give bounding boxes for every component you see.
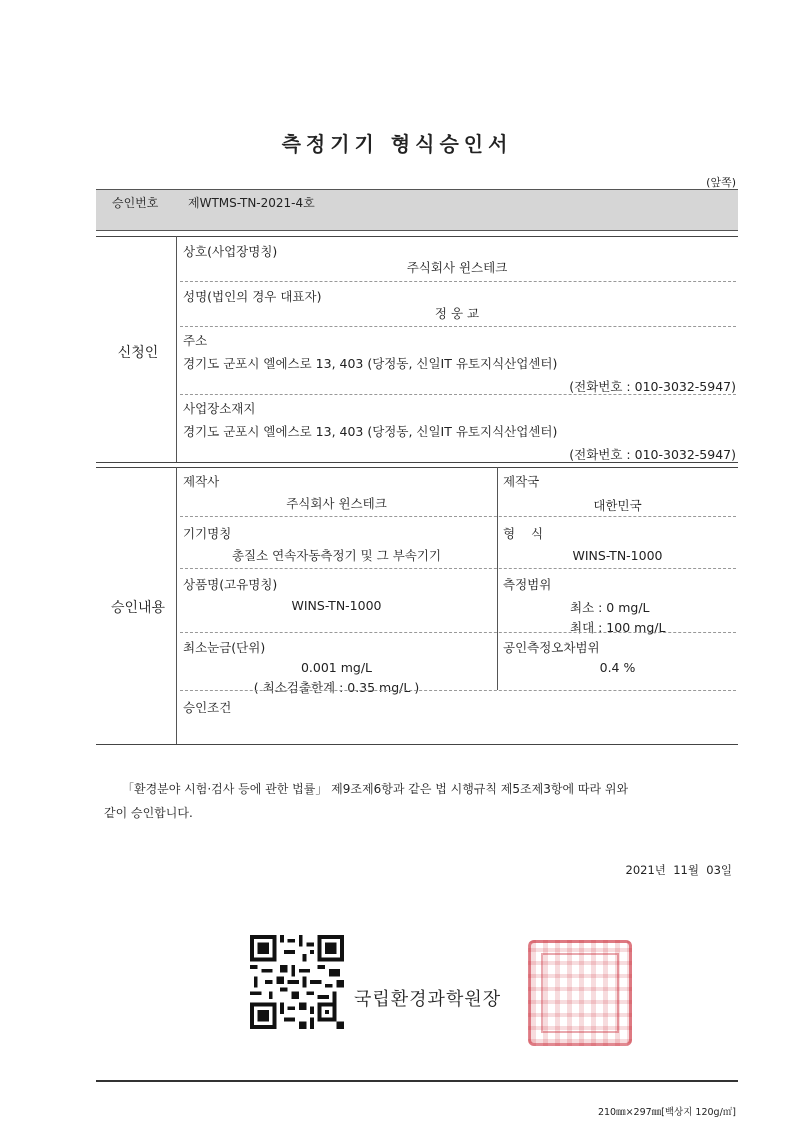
approval-condition-label: 승인조건 <box>183 700 232 715</box>
model-label: 형 식 <box>503 526 544 541</box>
business-site-phone: (전화번호 : 010-3032-5947) <box>569 447 736 462</box>
country-label: 제작국 <box>503 474 540 489</box>
row-separator <box>180 516 736 517</box>
representative-label: 성명(법인의 경우 대표자) <box>183 289 322 304</box>
maker-value: 주식회사 윈스테크 <box>286 496 387 511</box>
error-range-value: 0.4 % <box>599 660 636 675</box>
approval-section-label: 승인내용 <box>110 600 166 616</box>
statement-line-2: 같이 승인합니다. <box>104 806 193 820</box>
device-name-label: 기기명칭 <box>183 526 232 541</box>
measurement-range-label: 측정범위 <box>503 577 552 592</box>
row-separator <box>180 632 736 633</box>
measurement-range-max: 최대 : 100 mg/L <box>570 620 666 635</box>
company-name-value: 주식회사 윈스테크 <box>406 260 508 275</box>
row-separator <box>180 690 736 691</box>
address-phone: (전화번호 : 010-3032-5947) <box>569 379 736 394</box>
maker-label: 제작사 <box>183 474 220 489</box>
page-side-label: (앞쪽) <box>706 176 736 189</box>
footer-rule <box>96 1080 738 1082</box>
detection-limit-value: ( 최소검출한계 : 0.35 mg/L ) <box>253 680 420 695</box>
error-range-label: 공인측정오차범위 <box>503 640 600 655</box>
applicant-bottom-border <box>96 462 738 463</box>
row-separator <box>180 281 736 282</box>
row-separator <box>180 326 736 327</box>
approval-top-border <box>96 467 738 468</box>
min-scale-label: 최소눈금(단위) <box>183 640 266 655</box>
measurement-range-min: 최소 : 0 mg/L <box>570 600 650 615</box>
approval-number-label: 승인번호 <box>112 196 159 210</box>
applicant-section-label: 신청인 <box>117 345 159 361</box>
row-separator <box>180 394 736 395</box>
business-site-label: 사업장소재지 <box>183 401 256 416</box>
row-separator <box>180 568 736 569</box>
approval-bottom-border <box>96 744 738 745</box>
representative-value: 정 웅 교 <box>434 306 480 321</box>
model-value: WINS-TN-1000 <box>572 548 663 563</box>
country-value: 대한민국 <box>593 498 642 513</box>
approval-number-value: 제WTMS-TN-2021-4호 <box>188 196 315 210</box>
document-title: 측정기기 형식승인서 <box>281 132 513 156</box>
device-name-value: 총질소 연속자동측정기 및 그 부속기기 <box>231 548 442 563</box>
address-value: 경기도 군포시 엘에스로 13, 403 (당정동, 신일IT 유토지식산업센터) <box>183 356 558 371</box>
company-name-label: 상호(사업장명칭) <box>183 244 278 259</box>
min-scale-value: 0.001 mg/L <box>300 660 373 675</box>
issue-date: 2021년 11월 03일 <box>625 863 732 877</box>
business-site-value: 경기도 군포시 엘에스로 13, 403 (당정동, 신일IT 유토지식산업센터) <box>183 424 558 439</box>
qr-code-icon <box>250 935 344 1029</box>
applicant-top-border <box>96 236 738 237</box>
issuer-name: 국립환경과학원장 <box>354 989 502 1010</box>
official-seal-icon <box>528 940 632 1046</box>
product-name-value: WINS-TN-1000 <box>291 598 382 613</box>
paper-spec-note: 210㎜×297㎜[백상지 120g/㎡] <box>597 1107 736 1118</box>
product-name-label: 상품명(고유명칭) <box>183 577 278 592</box>
address-label: 주소 <box>183 333 208 348</box>
statement-line-1: 「환경분야 시험·검사 등에 관한 법률」 제9조제6항과 같은 법 시행규칙 제5조제3항에 따라 위와 <box>122 782 629 796</box>
